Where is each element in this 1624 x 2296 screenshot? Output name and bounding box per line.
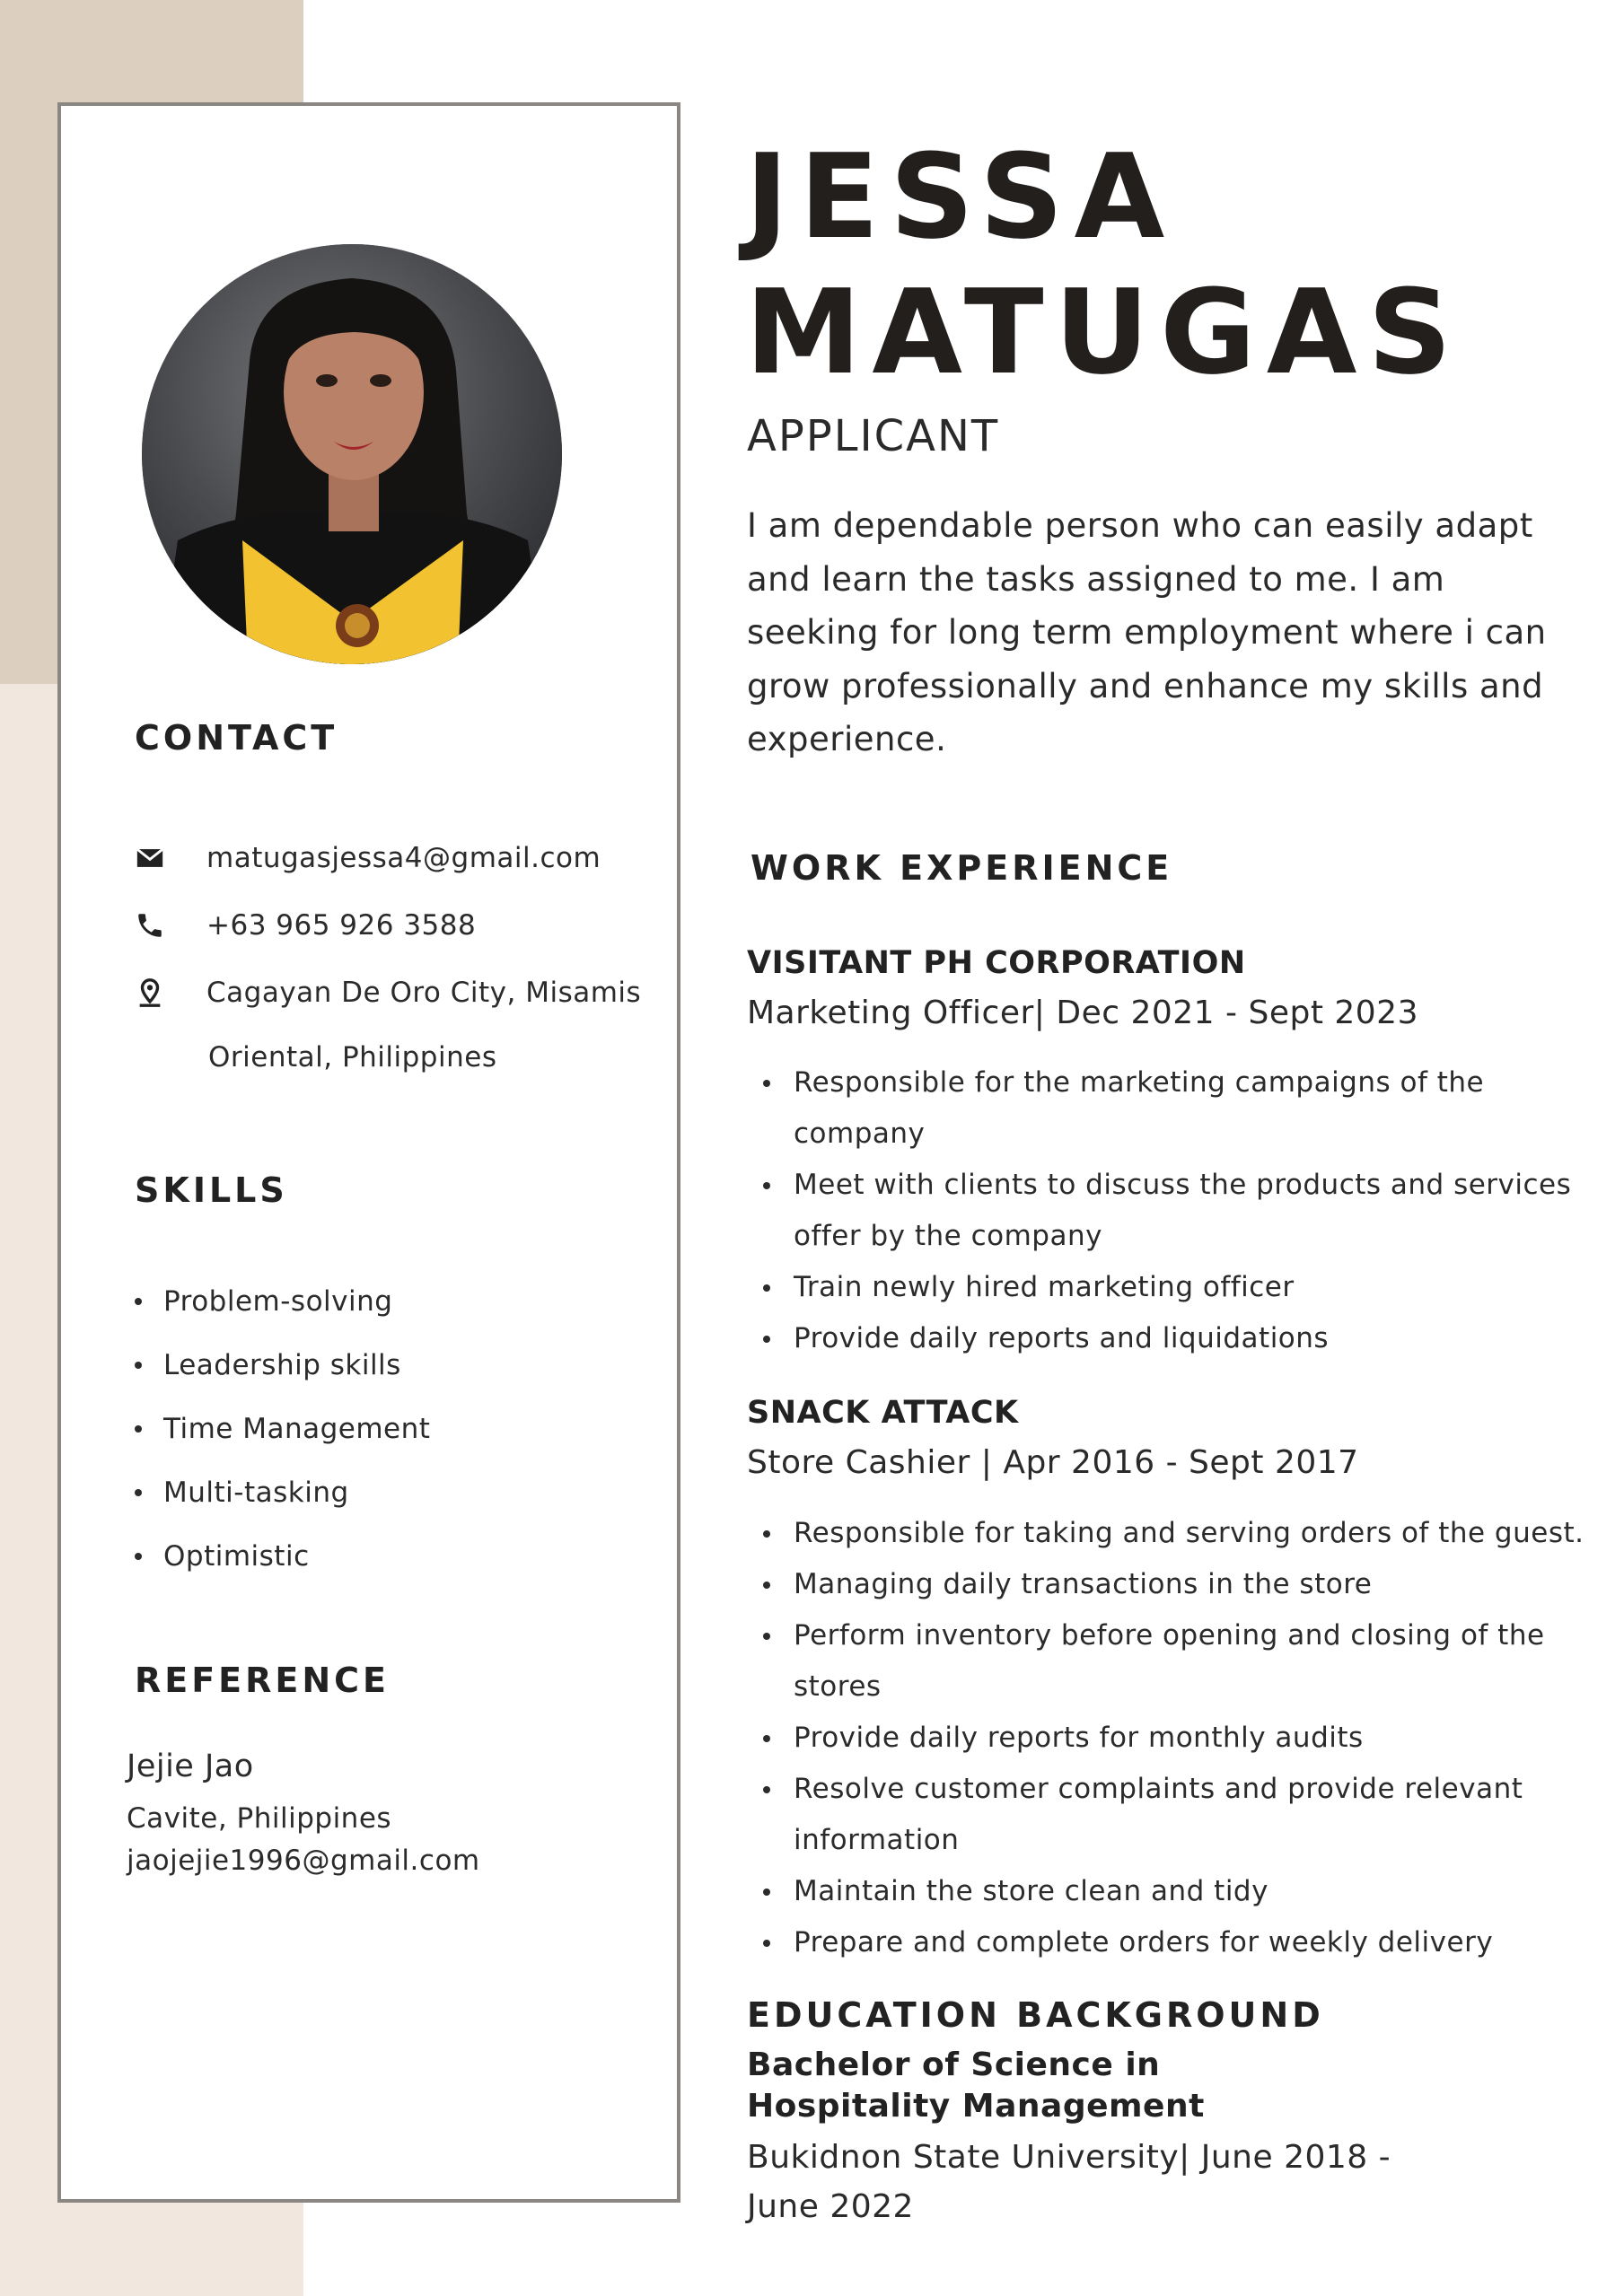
job-position: Marketing Officer| Dec 2021 - Sept 2023 — [747, 995, 1418, 1031]
company-name: SNACK ATTACK — [747, 1395, 1019, 1431]
duty-item-continued: company — [794, 1117, 926, 1150]
duty-item: Responsible for taking and serving orders of the guest. — [747, 1508, 1584, 1559]
skill-item: Leadership skills — [135, 1345, 430, 1408]
contact-email — [135, 840, 601, 876]
duty-item: Managing daily transactions in the store — [747, 1559, 1584, 1610]
duty-item-continued: information — [794, 1824, 960, 1856]
phone-icon — [135, 907, 180, 943]
contact-phone — [135, 907, 476, 943]
name-last: MATUGAS — [745, 264, 1463, 400]
skill-item: Multi-tasking — [135, 1472, 430, 1536]
address-line-1: Cagayan De Oro City, Misamis — [206, 977, 642, 1009]
company-name: VISITANT PH CORPORATION — [747, 945, 1246, 981]
profile-summary: I am dependable person who can easily adapt and learn the tasks assigned to me. I am seeking for long term employment where i can grow professionally and enhance my skills and experience. — [747, 506, 1547, 758]
phone-text: +63 965 926 3588 — [206, 909, 477, 942]
education-school: Bukidnon State University| June 2018 - June 2022 — [747, 2139, 1391, 2225]
duty-item: Maintain the store clean and tidy — [747, 1866, 1584, 1917]
duty-item: Responsible for the marketing campaigns of the — [747, 1057, 1571, 1109]
job-duties-list — [747, 1057, 1571, 1364]
job-position: Store Cashier | Apr 2016 - Sept 2017 — [747, 1444, 1359, 1481]
profile-photo — [142, 244, 562, 664]
contact-address — [135, 975, 641, 1011]
education-section-title: EDUCATION BACKGROUND — [747, 1995, 1324, 2035]
skill-item: Optimistic — [135, 1536, 430, 1599]
duty-item: Resolve customer complaints and provide relevant — [747, 1764, 1584, 1815]
profile-photo-illustration — [142, 244, 562, 664]
map-pin-icon — [135, 975, 180, 1011]
skill-item: Problem-solving — [135, 1281, 430, 1345]
job-title: APPLICANT — [747, 411, 1000, 461]
duty-item: Provide daily reports for monthly audits — [747, 1713, 1584, 1764]
address-line-2: Oriental, Philippines — [208, 1041, 497, 1074]
duty-item: Meet with clients to discuss the products and services — [747, 1160, 1571, 1211]
email-text[interactable]: matugasjessa4@gmail.com — [206, 842, 601, 874]
skill-item: Time Management — [135, 1408, 430, 1472]
reference-section-title: REFERENCE — [135, 1661, 391, 1700]
contact-section-title: CONTACT — [135, 718, 338, 758]
name-first: JESSA — [745, 128, 1176, 265]
reference-name: Jejie Jao — [127, 1748, 254, 1784]
duty-item-continued: stores — [794, 1670, 882, 1703]
duty-item: Provide daily reports and liquidations — [747, 1313, 1571, 1364]
skills-section-title: SKILLS — [135, 1170, 288, 1210]
duty-item: Train newly hired marketing officer — [747, 1262, 1571, 1313]
reference-location: Cavite, Philippines — [127, 1802, 392, 1835]
duty-item-continued: offer by the company — [794, 1220, 1102, 1252]
education-degree: Bachelor of Science in Hospitality Management — [747, 2046, 1205, 2125]
job-duties-list — [747, 1508, 1584, 1968]
duty-item: Prepare and complete orders for weekly delivery — [747, 1917, 1584, 1968]
envelope-icon — [135, 840, 180, 876]
skills-list — [135, 1281, 430, 1599]
work-experience-title: WORK EXPERIENCE — [751, 848, 1173, 888]
duty-item: Perform inventory before opening and closing of the — [747, 1610, 1584, 1661]
reference-email[interactable]: jaojejie1996@gmail.com — [127, 1845, 480, 1877]
